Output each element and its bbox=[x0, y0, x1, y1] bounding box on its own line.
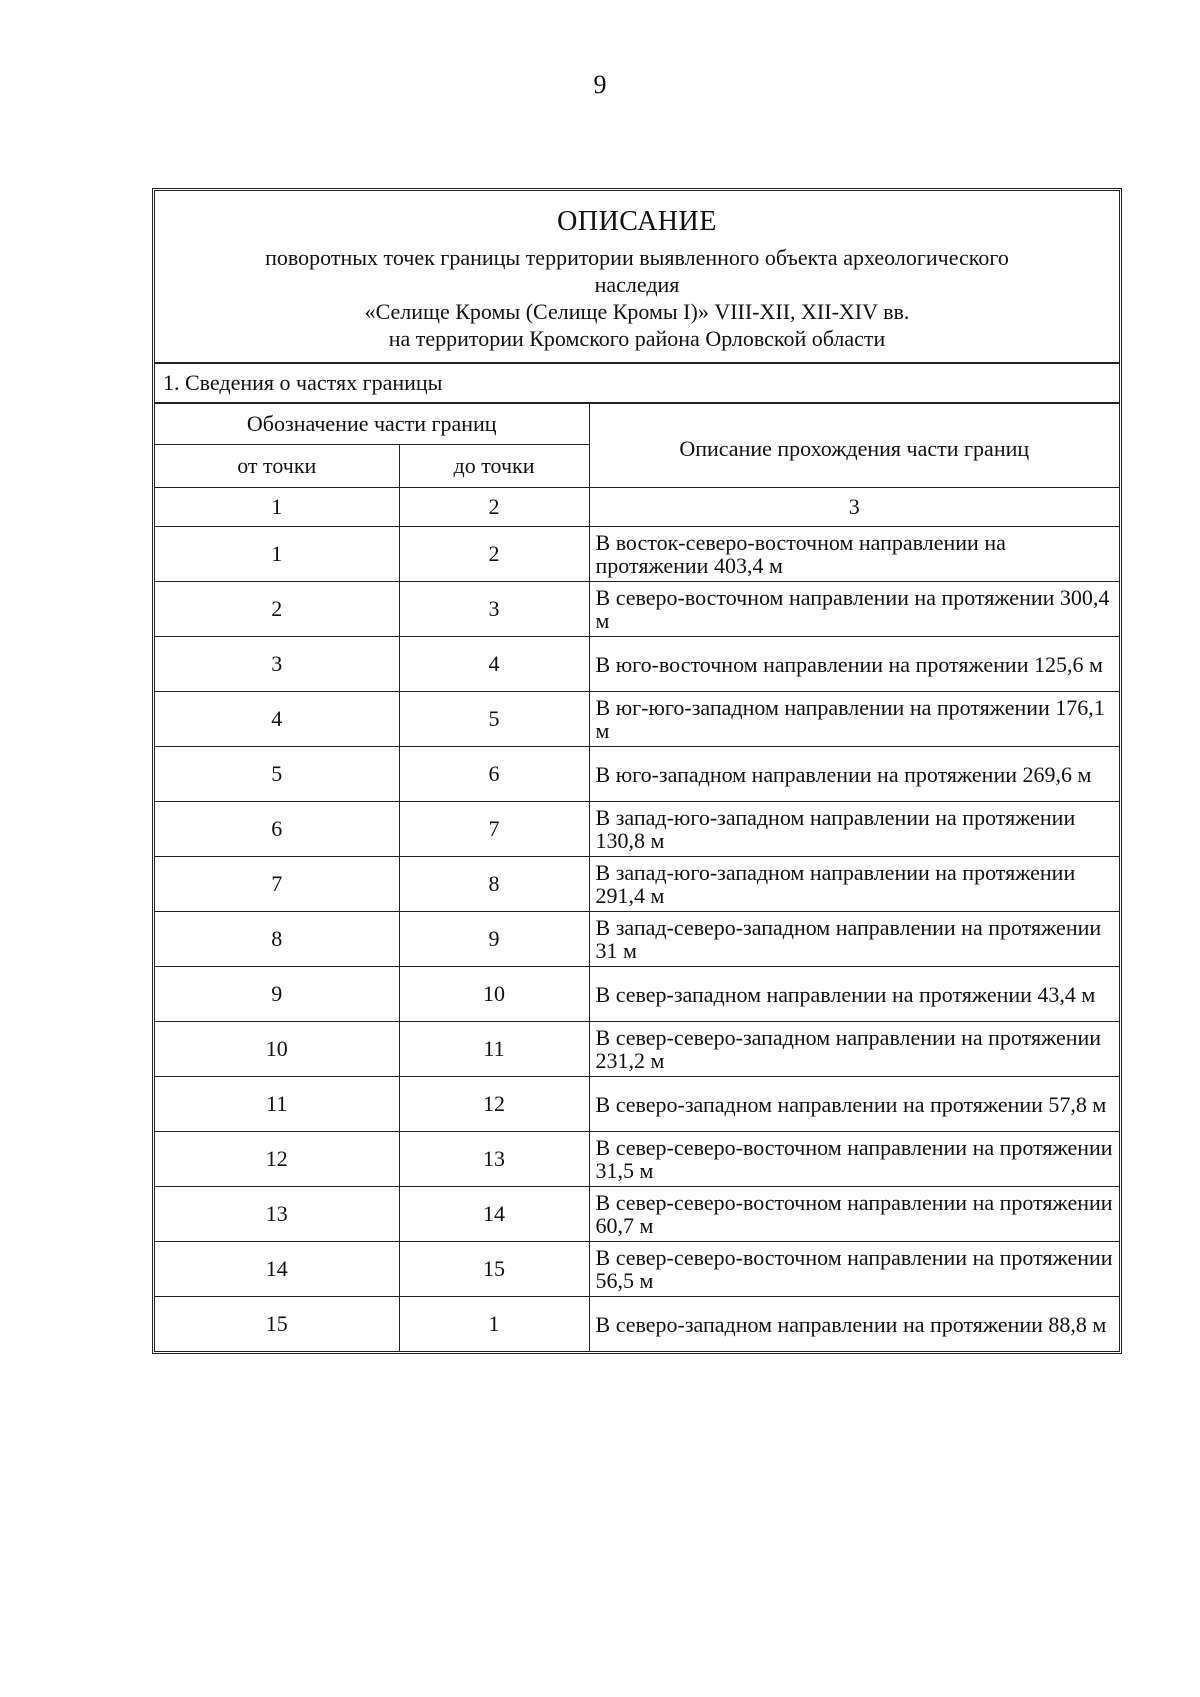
description-cell: В запад-северо-западном направлении на протяжении 31 м bbox=[589, 912, 1119, 967]
to-point-cell: 9 bbox=[399, 912, 589, 967]
description-cell: В юго-западном направлении на протяжении 269,6 м bbox=[589, 747, 1119, 802]
header-boundary-designation: Обозначение части границ bbox=[155, 404, 589, 445]
to-point-cell: 11 bbox=[399, 1022, 589, 1077]
table-row bbox=[155, 1077, 1119, 1132]
column-number-row bbox=[155, 488, 1119, 527]
from-point-cell: 5 bbox=[155, 747, 399, 802]
boundary-parts-table bbox=[155, 404, 1119, 1351]
heading-line-1: поворотных точек границы территории выявленного объекта археологического bbox=[265, 245, 1009, 271]
column-number-2: 2 bbox=[399, 488, 589, 527]
table-row bbox=[155, 637, 1119, 692]
table-row bbox=[155, 1022, 1119, 1077]
table-row bbox=[155, 912, 1119, 967]
table-row bbox=[155, 802, 1119, 857]
from-point-cell: 4 bbox=[155, 692, 399, 747]
document-heading bbox=[155, 191, 1119, 364]
from-point-cell: 1 bbox=[155, 527, 399, 582]
table-row bbox=[155, 1297, 1119, 1352]
to-point-cell: 7 bbox=[399, 802, 589, 857]
from-point-cell: 15 bbox=[155, 1297, 399, 1352]
to-point-cell: 12 bbox=[399, 1077, 589, 1132]
from-point-cell: 6 bbox=[155, 802, 399, 857]
to-point-cell: 6 bbox=[399, 747, 589, 802]
description-cell: В запад-юго-западном направлении на протяжении 130,8 м bbox=[589, 802, 1119, 857]
from-point-cell: 9 bbox=[155, 967, 399, 1022]
to-point-cell: 3 bbox=[399, 582, 589, 637]
from-point-cell: 8 bbox=[155, 912, 399, 967]
description-cell: В юго-восточном направлении на протяжении 125,6 м bbox=[589, 637, 1119, 692]
to-point-cell: 2 bbox=[399, 527, 589, 582]
document-title: ОПИСАНИЕ bbox=[557, 206, 717, 237]
to-point-cell: 4 bbox=[399, 637, 589, 692]
from-point-cell: 2 bbox=[155, 582, 399, 637]
to-point-cell: 5 bbox=[399, 692, 589, 747]
to-point-cell: 10 bbox=[399, 967, 589, 1022]
description-cell: В северо-восточном направлении на протяжении 300,4 м bbox=[589, 582, 1119, 637]
from-point-cell: 14 bbox=[155, 1242, 399, 1297]
description-cell: В запад-юго-западном направлении на протяжении 291,4 м bbox=[589, 857, 1119, 912]
description-cell: В восток-северо-восточном направлении на протяжении 403,4 м bbox=[589, 527, 1119, 582]
description-cell: В северо-западном направлении на протяжении 57,8 м bbox=[589, 1077, 1119, 1132]
to-point-cell: 15 bbox=[399, 1242, 589, 1297]
from-point-cell: 10 bbox=[155, 1022, 399, 1077]
table-row bbox=[155, 1187, 1119, 1242]
from-point-cell: 11 bbox=[155, 1077, 399, 1132]
to-point-cell: 8 bbox=[399, 857, 589, 912]
from-point-cell: 13 bbox=[155, 1187, 399, 1242]
table-row bbox=[155, 747, 1119, 802]
heading-line-4: на территории Кромского района Орловской области bbox=[388, 325, 886, 351]
description-cell: В север-северо-восточном направлении на протяжении 60,7 м bbox=[589, 1187, 1119, 1242]
to-point-cell: 13 bbox=[399, 1132, 589, 1187]
table-row bbox=[155, 1242, 1119, 1297]
table-row bbox=[155, 692, 1119, 747]
table-row bbox=[155, 582, 1119, 637]
header-description: Описание прохождения части границ bbox=[589, 404, 1119, 488]
boundary-description-document bbox=[152, 188, 1122, 1354]
description-cell: В север-западном направлении на протяжении 43,4 м bbox=[589, 967, 1119, 1022]
header-to-point: до точки bbox=[399, 445, 589, 488]
table-row bbox=[155, 527, 1119, 582]
description-cell: В север-северо-западном направлении на протяжении 231,2 м bbox=[589, 1022, 1119, 1077]
to-point-cell: 1 bbox=[399, 1297, 589, 1352]
section-title: 1. Сведения о частях границы bbox=[155, 364, 1119, 404]
page-number: 9 bbox=[593, 70, 607, 99]
description-cell: В северо-западном направлении на протяжении 88,8 м bbox=[589, 1297, 1119, 1352]
from-point-cell: 7 bbox=[155, 857, 399, 912]
from-point-cell: 12 bbox=[155, 1132, 399, 1187]
table-row bbox=[155, 857, 1119, 912]
header-from-point: от точки bbox=[155, 445, 399, 488]
heading-line-3: «Селище Кромы (Селище Кромы I)» VIII-XII, XII-XIV вв. bbox=[364, 298, 910, 324]
column-number-1: 1 bbox=[155, 488, 399, 527]
from-point-cell: 3 bbox=[155, 637, 399, 692]
heading-line-2: наследия bbox=[594, 271, 680, 297]
description-cell: В юг-юго-западном направлении на протяжении 176,1 м bbox=[589, 692, 1119, 747]
description-cell: В север-северо-восточном направлении на протяжении 31,5 м bbox=[589, 1132, 1119, 1187]
table-row bbox=[155, 1132, 1119, 1187]
table-row bbox=[155, 967, 1119, 1022]
column-number-3: 3 bbox=[589, 488, 1119, 527]
to-point-cell: 14 bbox=[399, 1187, 589, 1242]
description-cell: В север-северо-восточном направлении на протяжении 56,5 м bbox=[589, 1242, 1119, 1297]
